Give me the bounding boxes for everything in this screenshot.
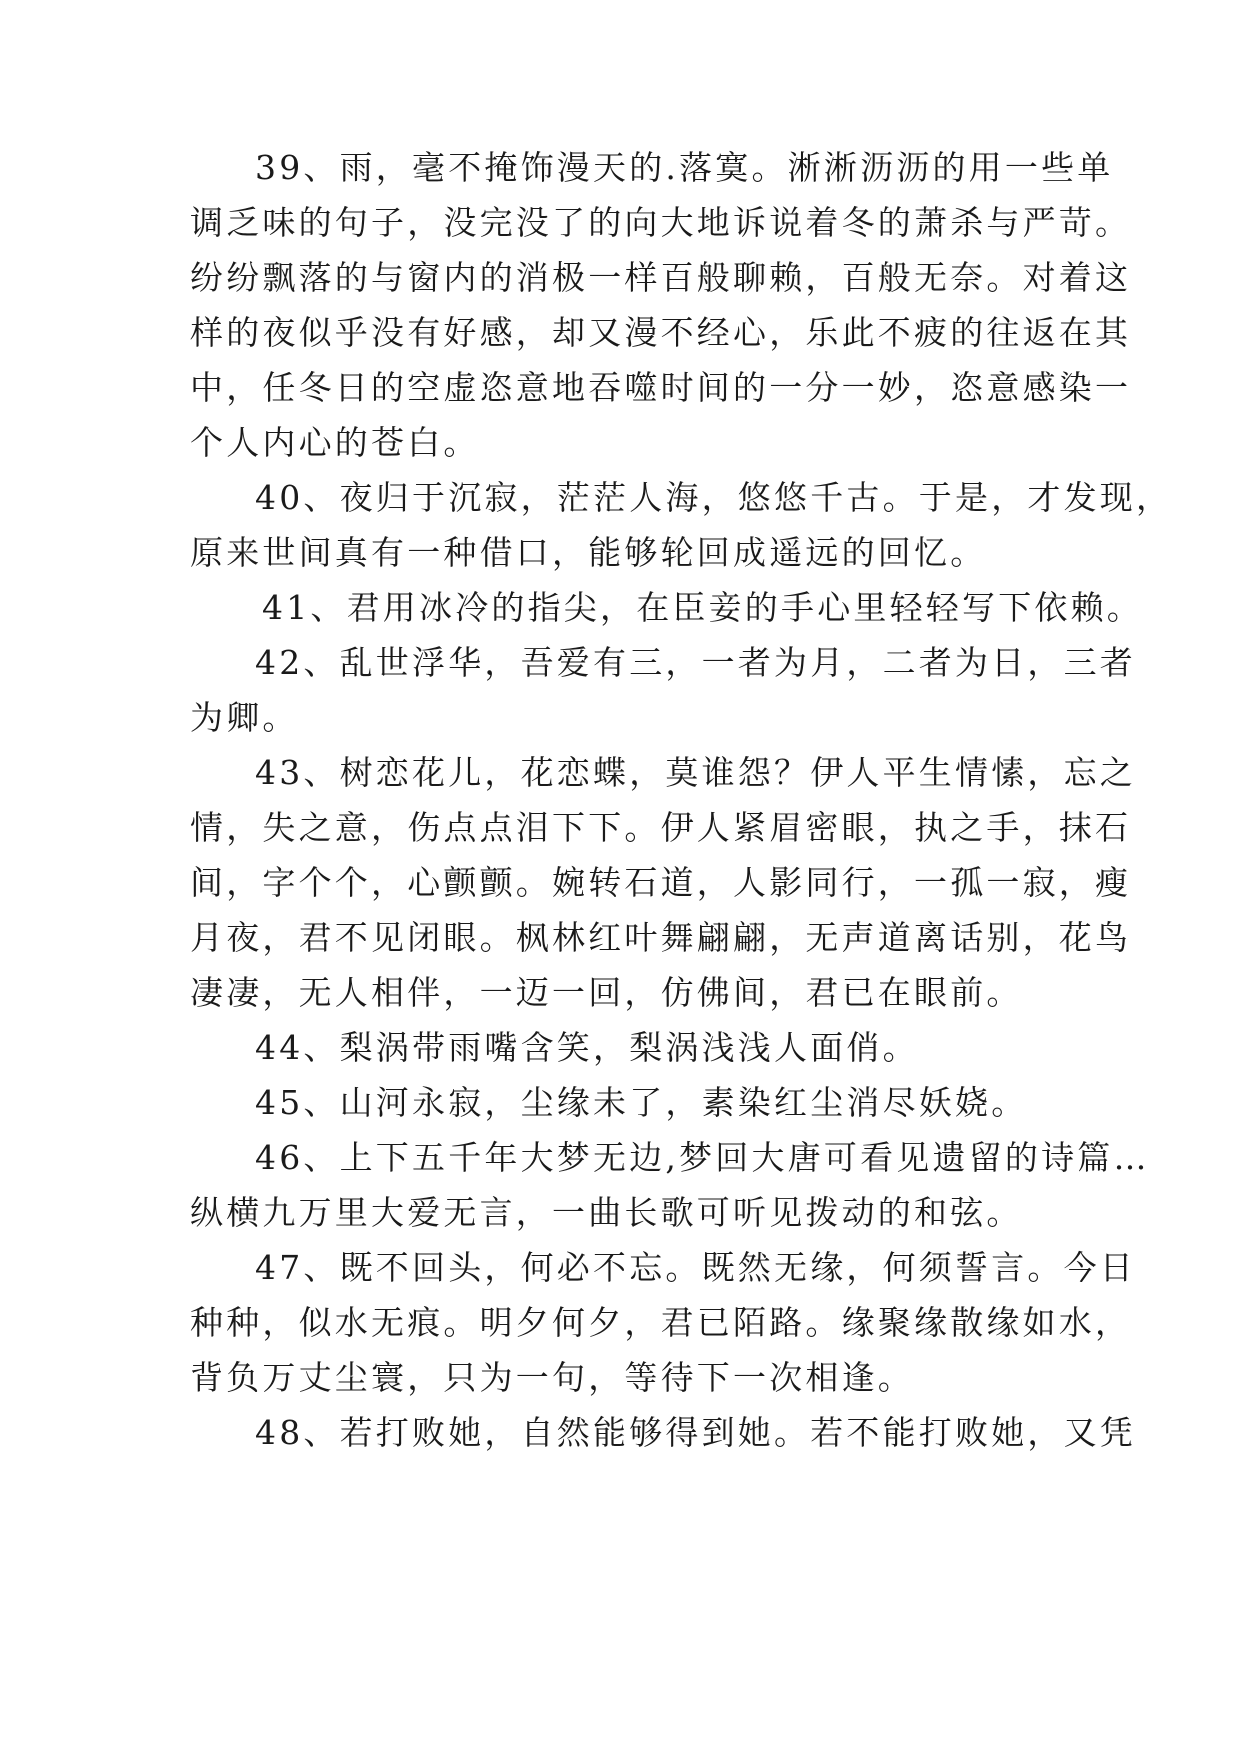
text-line: 样的夜似乎没有好感，却又漫不经心，乐此不疲的往返在其 (190, 313, 1132, 352)
text-line: 43、树恋花儿，花恋蝶，莫谁怨？伊人平生情愫，忘之 (255, 753, 1136, 792)
text-line: 44、梨涡带雨嘴含笑，梨涡浅浅人面俏。 (255, 1028, 919, 1067)
text-line: 39、雨，毫不掩饰漫天的.落寞。淅淅沥沥的用一些单 (255, 148, 1114, 187)
text-line: 纷纷飘落的与窗内的消极一样百般聊赖，百般无奈。对着这 (190, 258, 1132, 297)
text-line: 中，任冬日的空虚恣意地吞噬时间的一分一妙，恣意感染一 (190, 368, 1132, 407)
text-line: 个人内心的苍白。 (190, 423, 480, 462)
text-line: 情，失之意，伤点点泪下下。伊人紧眉密眼，执之手，抹石 (190, 808, 1132, 847)
text-line: 47、既不回头，何必不忘。既然无缘，何须誓言。今日 (255, 1248, 1136, 1287)
text-line: 41、君用冰冷的指尖，在臣妾的手心里轻轻写下依赖。 (262, 588, 1143, 627)
text-line: 间，字个个，心颤颤。婉转石道，人影同行，一孤一寂，瘦 (190, 863, 1132, 902)
text-line: 42、乱世浮华，吾爱有三，一者为月，二者为日，三者 (255, 643, 1136, 682)
text-line: 46、上下五千年大梦无边,梦回大唐可看见遗留的诗篇… (255, 1138, 1150, 1177)
text-line: 为卿。 (190, 698, 299, 737)
text-line: 背负万丈尘寰，只为一句，等待下一次相逢。 (190, 1358, 914, 1397)
text-line: 48、若打败她，自然能够得到她。若不能打败她，又凭 (255, 1413, 1136, 1452)
text-line: 凄凄，无人相伴，一迈一回，仿佛间，君已在眼前。 (190, 973, 1023, 1012)
text-line: 45、山河永寂，尘缘未了，素染红尘消尽妖娆。 (255, 1083, 1028, 1122)
text-line: 种种，似水无痕。明夕何夕，君已陌路。缘聚缘散缘如水， (190, 1303, 1132, 1342)
text-line: 纵横九万里大爱无言，一曲长歌可听见拨动的和弦。 (190, 1193, 1023, 1232)
text-line: 原来世间真有一种借口，能够轮回成遥远的回忆。 (190, 533, 987, 572)
text-line: 40、夜归于沉寂，茫茫人海，悠悠千古。于是，才发现， (255, 478, 1173, 517)
text-line: 月夜，君不见闭眼。枫林红叶舞翩翩，无声道离话别，花鸟 (190, 918, 1132, 957)
text-line: 调乏味的句子，没完没了的向大地诉说着冬的萧杀与严苛。 (190, 203, 1132, 242)
